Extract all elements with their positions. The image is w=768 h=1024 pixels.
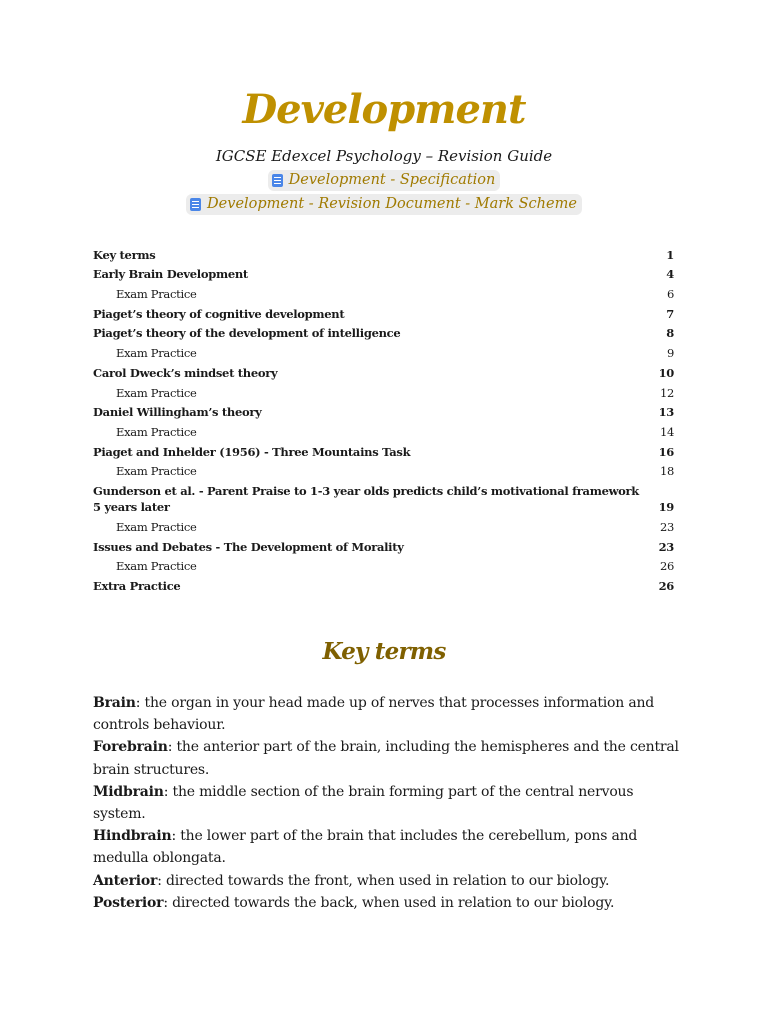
toc-entry[interactable] (93, 341, 674, 361)
toc-entry[interactable] (93, 460, 674, 480)
key-term (93, 736, 683, 780)
toc-entry-label: Daniel Willingham’s theory (93, 405, 262, 420)
toc-entry[interactable] (93, 535, 674, 555)
toc-entry[interactable] (93, 361, 674, 381)
toc-entry-label: Early Brain Development (93, 267, 248, 282)
toc-entry-page: 19 (658, 500, 674, 515)
toc-entry-label: Exam Practice (116, 424, 197, 439)
toc-entry-label: Carol Dweck’s mindset theory (93, 365, 278, 380)
toc-entry-label: Exam Practice (116, 346, 197, 361)
toc-entry-label: Exam Practice (116, 519, 197, 534)
key-term-definition: : directed towards the back, when used in relation to our biology. (163, 894, 615, 911)
toc-entry-label: Exam Practice (116, 287, 197, 302)
google-docs-icon (272, 174, 283, 187)
toc-entry[interactable] (93, 515, 674, 535)
toc-entry-page: 6 (666, 287, 674, 302)
specification-link-label: Development - Specification (288, 172, 496, 188)
toc-entry[interactable] (93, 574, 674, 594)
toc-entry[interactable] (93, 381, 674, 401)
toc-entry-label: Gunderson et al. - Parent Praise to 1-3 year olds predicts child’s motivational framework 5 years later (93, 484, 639, 515)
toc-entry-label: Piaget’s theory of cognitive development (93, 306, 345, 321)
link-row-mark-scheme (0, 194, 768, 215)
key-term (93, 692, 683, 736)
toc-entry-page: 1 (666, 247, 674, 262)
toc-entry[interactable] (93, 282, 674, 302)
toc-entry-page: 14 (659, 424, 674, 439)
toc-entry-label: Piaget’s theory of the development of intelligence (93, 326, 401, 341)
key-term-definition: : the organ in your head made up of nerves that processes information and controls behaviour. (93, 695, 655, 734)
document-title: Development (242, 86, 526, 133)
key-term-definition: : directed towards the front, when used in relation to our biology. (157, 872, 610, 889)
key-terms-heading: Key terms (322, 638, 446, 665)
toc-entry[interactable] (93, 420, 674, 440)
toc-entry-label: Issues and Debates - The Development of Morality (93, 539, 404, 554)
toc-entry-page: 7 (666, 306, 674, 321)
link-row-specification (0, 170, 768, 191)
toc-entry-label: Key terms (93, 247, 156, 262)
key-term-word: Midbrain (93, 783, 164, 800)
toc-entry-page: 12 (659, 385, 674, 400)
toc-entry[interactable] (93, 263, 674, 283)
key-term-word: Hindbrain (93, 828, 172, 845)
mark-scheme-link-chip[interactable] (186, 194, 582, 215)
document-subtitle: IGCSE Edexcel Psychology – Revision Guide (215, 147, 553, 165)
key-term (93, 892, 683, 914)
toc-entry-page: 10 (658, 365, 674, 380)
toc-entry-page: 18 (659, 464, 674, 479)
key-term-definition: : the anterior part of the brain, including the hemispheres and the central brain structures. (93, 739, 679, 778)
mark-scheme-link-label: Development - Revision Document - Mark Scheme (207, 196, 577, 212)
toc-entry-page: 16 (658, 444, 674, 459)
toc-entry[interactable] (93, 302, 674, 322)
toc-entry-page: 13 (658, 405, 674, 420)
toc-entry[interactable] (93, 555, 674, 575)
specification-link-chip[interactable] (268, 170, 501, 191)
toc-entry-page: 8 (666, 326, 674, 341)
toc-entry-label: Exam Practice (116, 464, 197, 479)
key-term (93, 825, 683, 869)
key-term (93, 781, 683, 825)
key-term-word: Brain (93, 695, 136, 711)
toc-entry-page: 9 (666, 346, 674, 361)
toc-entry-page: 4 (666, 267, 674, 282)
key-term (93, 870, 683, 892)
toc-entry-page: 23 (658, 539, 674, 554)
key-term-word: Posterior (93, 894, 164, 911)
key-term-definition: : the lower part of the brain that includes the cerebellum, pons and medulla oblongata. (93, 828, 638, 867)
google-docs-icon (190, 198, 201, 211)
toc-entry[interactable] (93, 401, 674, 421)
toc-entry[interactable] (93, 440, 674, 460)
toc-entry-page: 26 (658, 579, 674, 593)
toc-entry-label: Piaget and Inhelder (1956) - Three Mountains Task (93, 444, 411, 459)
toc-entry[interactable] (93, 243, 674, 263)
toc-entry-page: 26 (659, 559, 674, 574)
table-of-contents (93, 243, 674, 594)
key-terms-list (93, 692, 683, 914)
key-term-definition: : the middle section of the brain forming part of the central nervous system. (93, 783, 634, 823)
key-term-word: Forebrain (93, 739, 168, 756)
toc-entry-label: Exam Practice (116, 559, 197, 574)
toc-entry-label: Extra Practice (93, 579, 181, 593)
toc-entry-page: 23 (659, 519, 674, 534)
toc-entry-label: Exam Practice (116, 385, 197, 400)
key-term-word: Anterior (93, 872, 158, 889)
toc-entry[interactable] (93, 322, 674, 342)
toc-entry[interactable] (93, 479, 674, 515)
